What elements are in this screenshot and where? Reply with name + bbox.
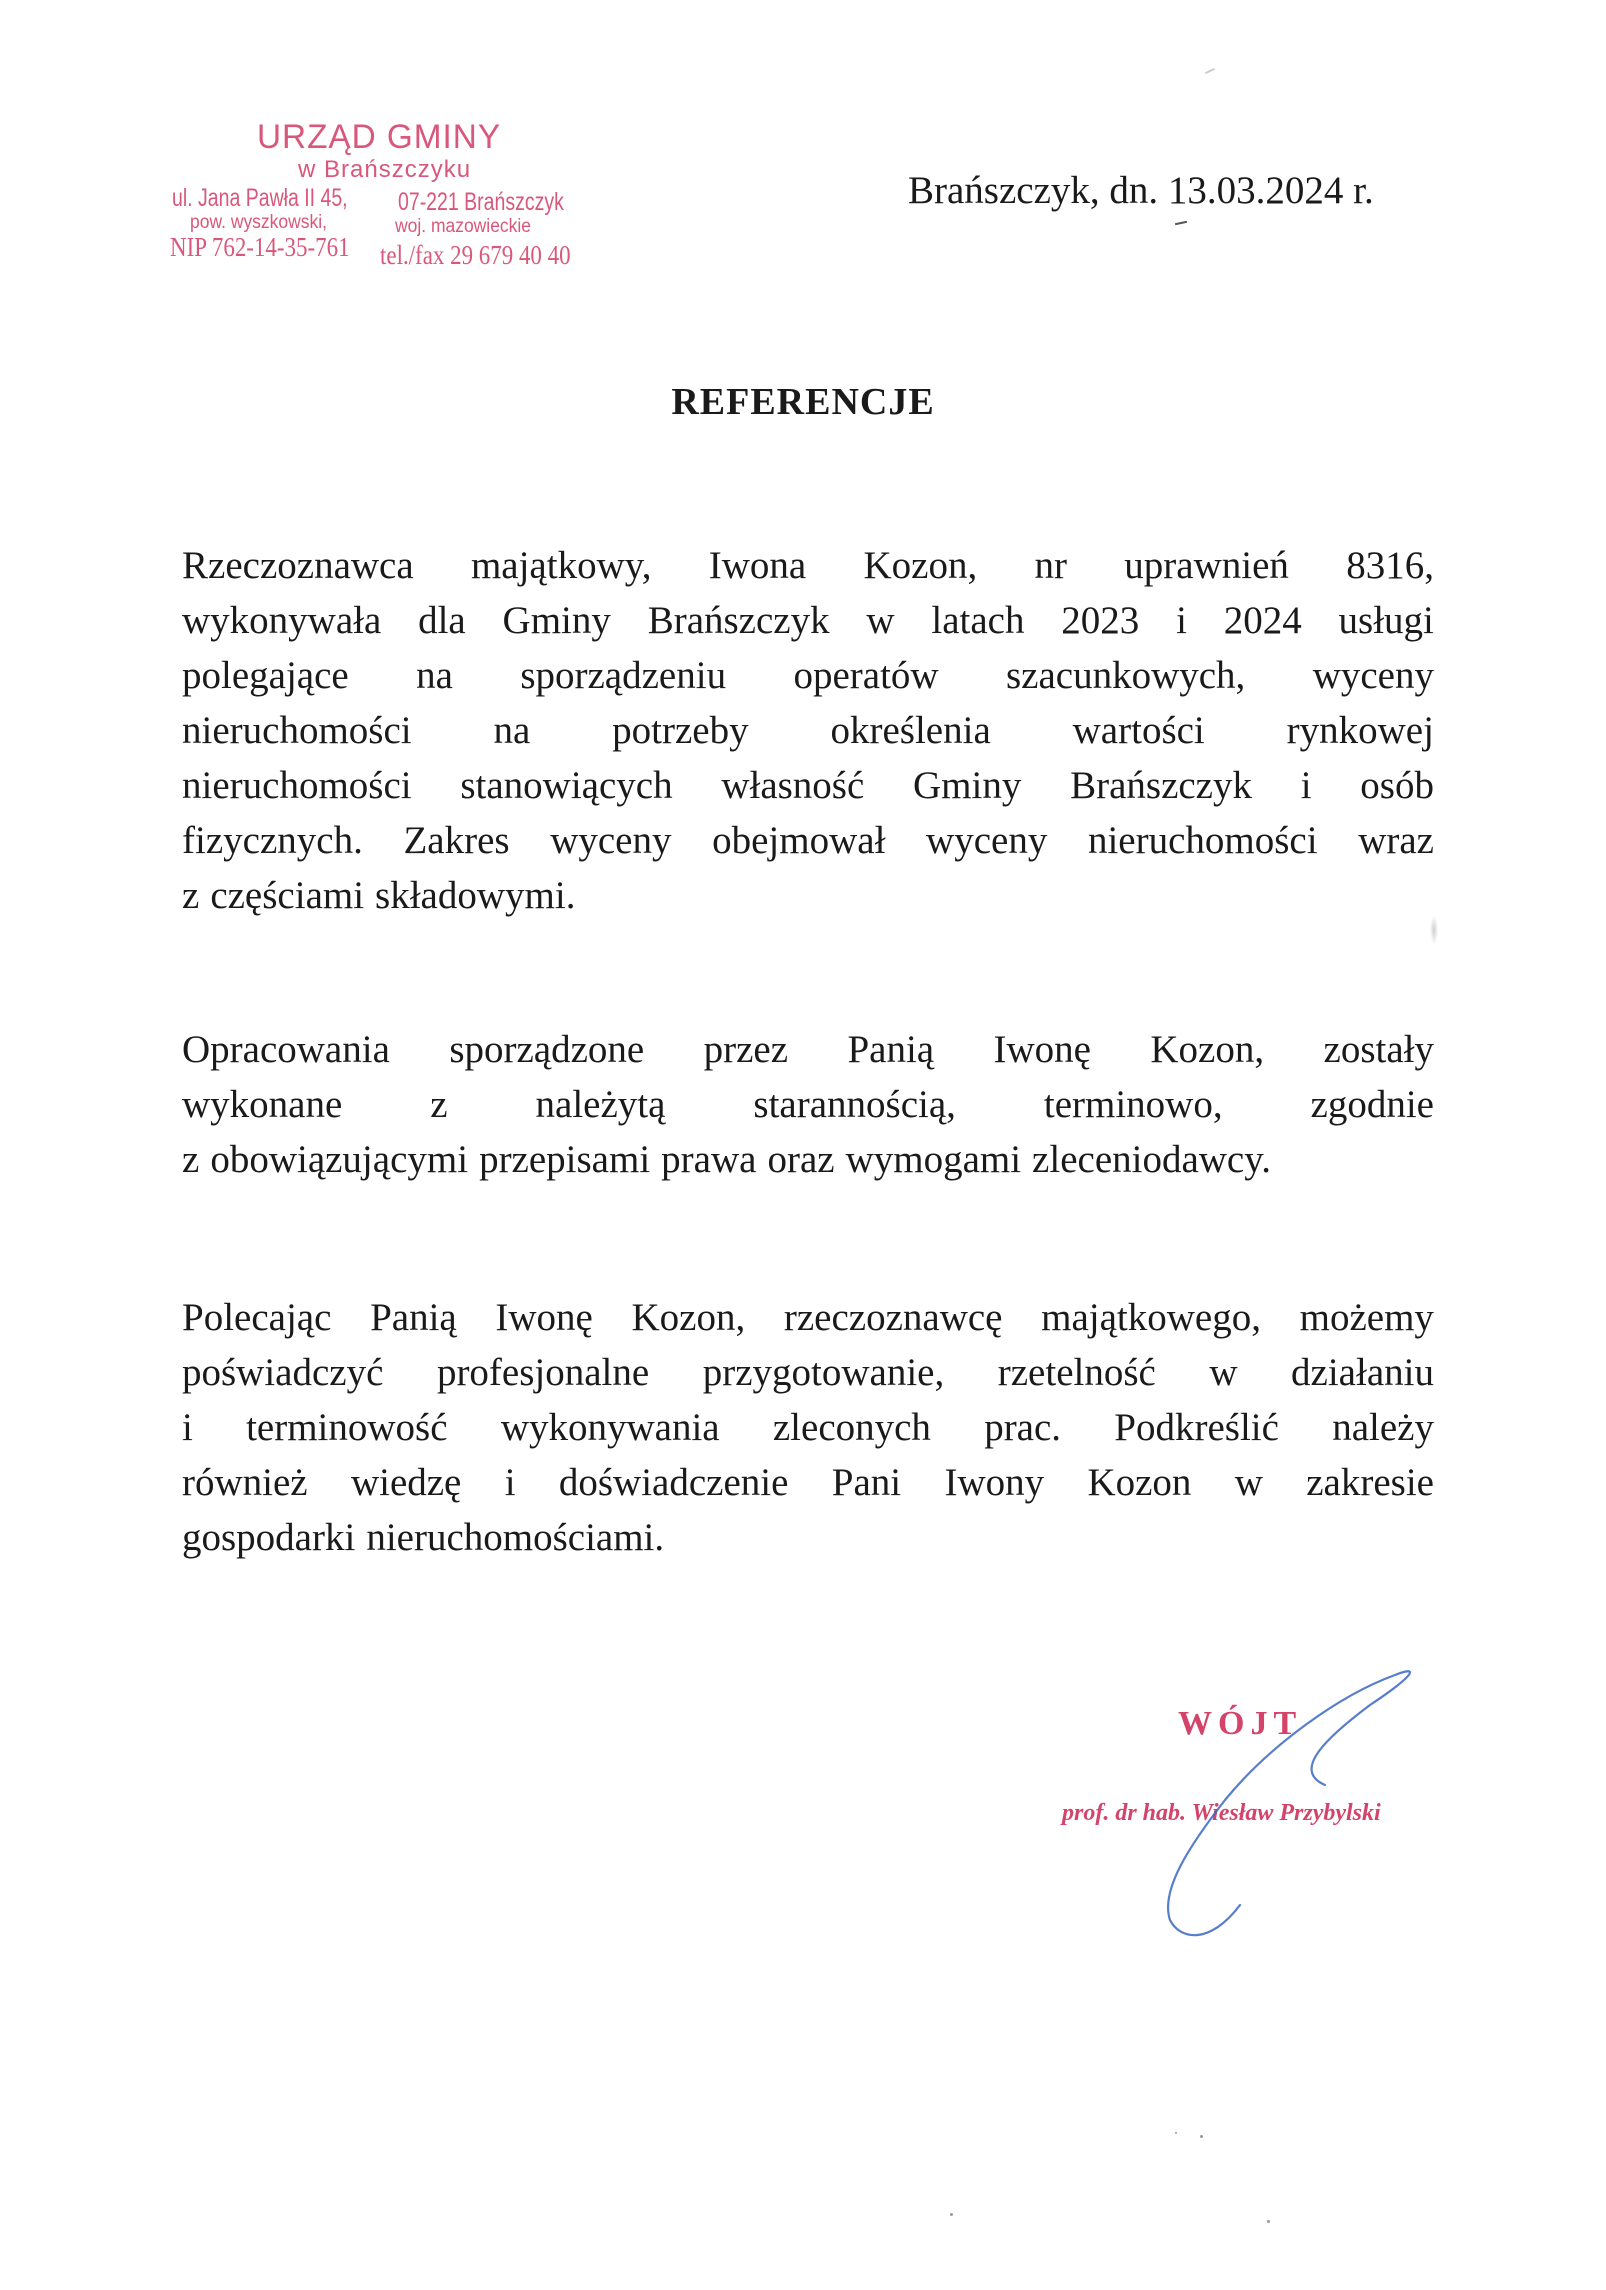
word: należytą — [535, 1083, 666, 1126]
word: latach — [931, 599, 1025, 642]
signatory-name-stamp: prof. dr hab. Wiesław Przybylski — [1062, 1800, 1381, 1826]
text-line — [182, 593, 1434, 648]
word: Kozon, — [863, 544, 978, 587]
word: Kozon, — [1150, 1028, 1265, 1071]
text-line — [182, 1455, 1434, 1510]
text-line — [182, 703, 1434, 758]
word: działaniu — [1291, 1351, 1434, 1394]
stamp-nip: NIP 762-14-35-761 — [170, 232, 350, 262]
word: potrzeby — [612, 709, 749, 752]
word: częściami — [210, 874, 365, 917]
word: Gminy — [502, 599, 611, 642]
word: majątkowy, — [470, 544, 652, 587]
word: Kozon, — [631, 1296, 746, 1339]
word: z — [430, 1083, 448, 1126]
word: 2024 — [1223, 599, 1302, 642]
word: zakresie — [1306, 1461, 1434, 1504]
word: obejmował — [712, 819, 886, 862]
word: prawa — [661, 1138, 757, 1181]
word: na — [416, 654, 453, 697]
scan-mark — [1205, 68, 1215, 74]
word: nr — [1034, 544, 1068, 587]
word: 8316, — [1346, 544, 1434, 587]
stamp-subtitle: w Brańszczyku — [298, 156, 472, 183]
word: Polecając — [182, 1296, 332, 1339]
word: możemy — [1299, 1296, 1434, 1339]
text-line — [182, 813, 1434, 868]
word: składowymi. — [375, 874, 576, 917]
word: Panią — [847, 1028, 935, 1071]
word: Brańszczyk — [1070, 764, 1252, 807]
word: nieruchomości — [182, 709, 412, 752]
text-line — [182, 868, 1434, 923]
word: na — [493, 709, 531, 752]
word: określenia — [830, 709, 991, 752]
word: również — [182, 1461, 308, 1504]
word: należy — [1332, 1406, 1434, 1449]
stamp-phone: tel./fax 29 679 40 40 — [380, 240, 571, 270]
word: przygotowanie, — [702, 1351, 945, 1394]
text-line — [182, 1077, 1434, 1132]
word: i — [504, 1461, 516, 1504]
word: terminowość — [246, 1406, 448, 1449]
word: Zakres — [403, 819, 510, 862]
word: rzetelność — [997, 1351, 1156, 1394]
word: uprawnień — [1124, 544, 1289, 587]
word: wymogami — [845, 1138, 1022, 1181]
paragraph-2 — [182, 1022, 1434, 1187]
word: przez — [703, 1028, 789, 1071]
word: wyceny — [550, 819, 672, 862]
word: 2023 — [1061, 599, 1140, 642]
word: wykonywała — [182, 599, 382, 642]
text-line — [182, 1345, 1434, 1400]
word: z — [182, 874, 200, 917]
word: i — [1300, 764, 1312, 807]
word: szacunkowych, — [1005, 654, 1246, 697]
word: gospodarki — [182, 1516, 356, 1559]
word: i — [1176, 599, 1187, 642]
text-line — [182, 1290, 1434, 1345]
word: operatów — [793, 654, 939, 697]
word: wykonane — [182, 1083, 343, 1126]
text-line — [182, 648, 1434, 703]
word: osób — [1360, 764, 1434, 807]
text-line — [182, 538, 1434, 593]
word: Iwonę — [993, 1028, 1091, 1071]
word: zleconych — [772, 1406, 931, 1449]
stamp-voivodeship: woj. mazowieckie — [395, 216, 532, 237]
word: z — [182, 1138, 200, 1181]
word: wykonywania — [500, 1406, 720, 1449]
word: Rzeczoznawca — [182, 544, 414, 587]
word: w — [866, 599, 895, 642]
paragraph-1 — [182, 538, 1434, 923]
word: doświadczenie — [558, 1461, 789, 1504]
word: Pani — [831, 1461, 902, 1504]
handwritten-signature-icon — [1040, 1650, 1460, 1950]
word: przepisami — [479, 1138, 651, 1181]
word: profesjonalne — [436, 1351, 650, 1394]
word: Gminy — [913, 764, 1022, 807]
word: Brańszczyk — [647, 599, 830, 642]
word: Podkreślić — [1114, 1406, 1279, 1449]
word: prac. — [984, 1406, 1062, 1449]
word: Kozon — [1087, 1461, 1192, 1504]
stamp-postal: 07-221 Brańszczyk — [398, 188, 564, 216]
word: usługi — [1338, 599, 1434, 642]
word: sporządzone — [449, 1028, 645, 1071]
word: sporządzeniu — [520, 654, 727, 697]
word: własność — [721, 764, 865, 807]
word: oraz — [767, 1138, 835, 1181]
word: zleceniodawcy. — [1032, 1138, 1271, 1181]
word: wyceny — [926, 819, 1048, 862]
word: dla — [418, 599, 466, 642]
scan-mark — [1175, 221, 1187, 225]
word: Opracowania — [182, 1028, 390, 1071]
word: w — [1209, 1351, 1238, 1394]
word: Panią — [370, 1296, 457, 1339]
text-line — [182, 1510, 1434, 1565]
word: i — [182, 1406, 193, 1449]
stamp-street: ul. Jana Pawła II 45, — [172, 184, 348, 212]
place-date: Brańszczyk, dn. 13.03.2024 r. — [908, 169, 1374, 212]
word: Iwonę — [495, 1296, 593, 1339]
office-title-stamp: WÓJT — [1178, 1705, 1303, 1742]
word: Iwona — [708, 544, 807, 587]
word: wiedzę — [350, 1461, 462, 1504]
word: rynkowej — [1286, 709, 1434, 752]
word: zostały — [1323, 1028, 1434, 1071]
paragraph-3 — [182, 1290, 1434, 1565]
scan-smudge — [1430, 915, 1438, 945]
document-title: REFERENCJE — [671, 381, 935, 423]
stamp-county: pow. wyszkowski, — [190, 212, 327, 233]
stamp-title: URZĄD GMINY — [257, 118, 502, 156]
word: wyceny — [1312, 654, 1434, 697]
word: obowiązującymi — [210, 1138, 469, 1181]
word: Iwony — [944, 1461, 1045, 1504]
word: wraz — [1358, 819, 1434, 862]
text-line — [182, 758, 1434, 813]
word: zgodnie — [1310, 1083, 1434, 1126]
word: wartości — [1072, 709, 1205, 752]
word: nieruchomości — [182, 764, 412, 807]
word: polegające — [182, 654, 349, 697]
signature-block — [1040, 1650, 1460, 1950]
word: majątkowego, — [1041, 1296, 1261, 1339]
word: fizycznych. — [182, 819, 363, 862]
word: starannością, — [753, 1083, 956, 1126]
word: w — [1234, 1461, 1263, 1504]
text-line — [182, 1022, 1434, 1077]
word: nieruchomościami. — [366, 1516, 665, 1559]
text-line — [182, 1132, 1434, 1187]
word: terminowo, — [1043, 1083, 1223, 1126]
word: nieruchomości — [1087, 819, 1318, 862]
word: rzeczoznawcę — [783, 1296, 1003, 1339]
text-line — [182, 1400, 1434, 1455]
word: stanowiących — [460, 764, 673, 807]
word: poświadczyć — [182, 1351, 384, 1394]
